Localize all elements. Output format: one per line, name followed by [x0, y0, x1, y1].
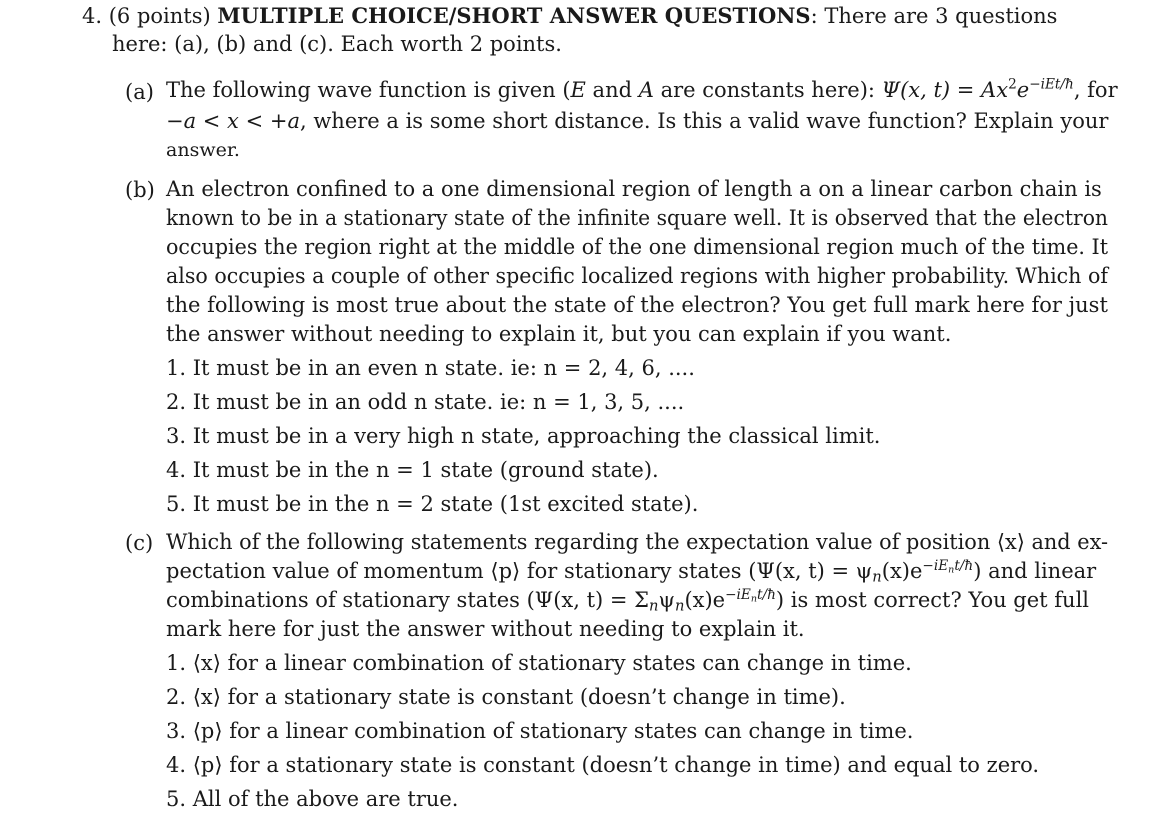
part-b-line: known to be in a stationary state of the infinite square well. It is observed that the electron	[166, 206, 1109, 230]
part-b-line: the following is most true about the state of the electron? You get full mark here for just	[166, 293, 1108, 317]
part-c-option: 5. All of the above are true.	[166, 787, 459, 811]
part-b-label: (b)	[125, 178, 155, 202]
part-c-option: 2. ⟨x⟩ for a stationary state is constant (doesn’t change in time).	[166, 685, 846, 709]
part-b-line: the answer without needing to explain it, but you can explain if you want.	[166, 322, 952, 346]
part-c-option: 1. ⟨x⟩ for a linear combination of stationary states can change in time.	[166, 651, 912, 675]
part-a-wave-function: Ψ(x, t) = Ax	[881, 78, 1009, 102]
part-c-line4: mark here for just the answer without needing to explain it.	[166, 617, 805, 641]
question-points: (6 points)	[108, 4, 211, 28]
part-a-line2: −a < x < +a, where a is some short distance. Is this a valid wave function? Explain your	[166, 109, 1109, 133]
part-a-line3: answer.	[166, 139, 240, 161]
part-b-option: 1. It must be in an even n state. ie: n = 2, 4, 6, ....	[166, 356, 695, 380]
part-b-option: 3. It must be in a very high n state, approaching the classical limit.	[166, 424, 881, 448]
part-b-option: 2. It must be in an odd n state. ie: n = 1, 3, 5, ....	[166, 390, 685, 414]
part-c-label: (c)	[125, 531, 154, 555]
part-c-line2: pectation value of momentum ⟨p⟩ for stationary states (Ψ(x, $t) = \psi_n(x)e^{-iE_nt/ħ}$) and linear	[166, 557, 1097, 586]
part-a-line1: The following wave function is given (E and A are constants here): Ψ(x, $t) = Ax^2e^{-iEt/ħ}$, for	[166, 76, 1118, 102]
part-c-line1: Which of the following statements regarding the expectation value of position ⟨x⟩ and ex-	[166, 530, 1109, 554]
question-intro-tail: : There are 3 questions	[810, 4, 1058, 28]
question-number: 4.	[82, 4, 103, 28]
part-a-range: −a < x < +a	[166, 109, 300, 133]
question-heading-line	[82, 5, 1057, 27]
part-c-line3: combinations of stationary states (Ψ(x, $t) = \Sigma_n\psi_n(x)e^{-iE_nt/ħ}$) is most correct? You get full	[166, 586, 1090, 615]
part-c-option: 4. ⟨p⟩ for a stationary state is constant (doesn’t change in time) and equal to zero.	[166, 753, 1040, 777]
part-b-option: 5. It must be in the n = 2 state (1st excited state).	[166, 492, 699, 516]
question-heading: MULTIPLE CHOICE/SHORT ANSWER QUESTIONS	[217, 3, 811, 28]
part-a-label: (a)	[125, 80, 154, 104]
part-c-option: 3. ⟨p⟩ for a linear combination of stationary states can change in time.	[166, 719, 914, 743]
question-intro-line2: here: (a), (b) and (c). Each worth 2 points.	[112, 32, 562, 56]
part-b-line: occupies the region right at the middle of the one dimensional region much of the time. It	[166, 235, 1109, 259]
part-b-line: also occupies a couple of other specific localized regions with higher probability. Which of	[166, 264, 1108, 288]
part-b-line: An electron confined to a one dimensional region of length a on a linear carbon chain is	[166, 177, 1102, 201]
part-b-option: 4. It must be in the n = 1 state (ground state).	[166, 458, 659, 482]
